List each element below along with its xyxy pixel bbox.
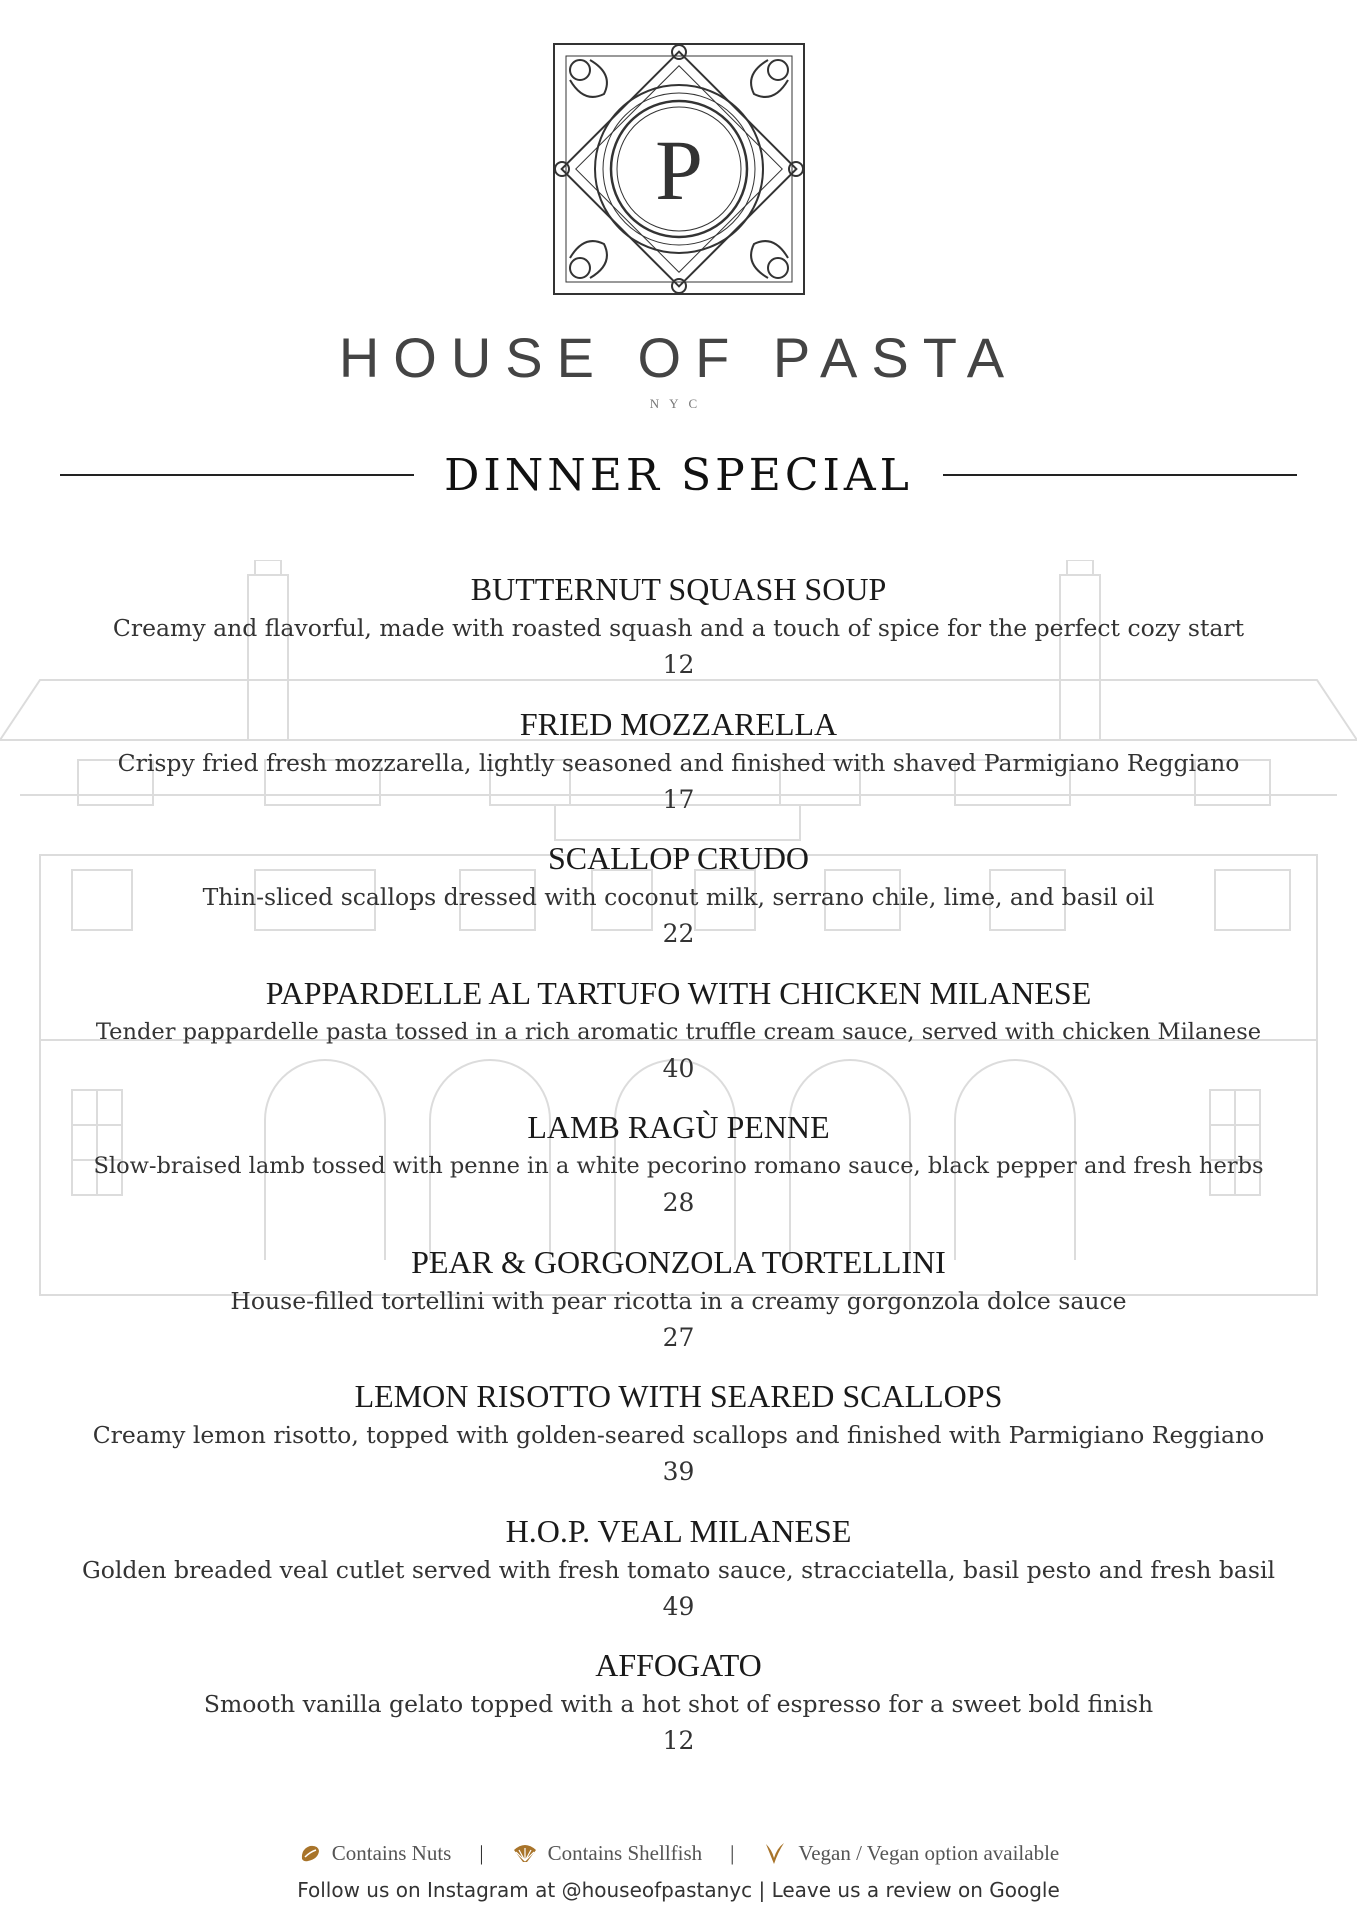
menu-item — [40, 838, 1317, 973]
item-description: Creamy and flavorful, made with roasted squash and a touch of spice for the perfect cozy start — [112, 614, 1245, 642]
item-description: Slow-braised lamb tossed with penne in a white pecorino romano sauce, black pepper and fresh herbs — [93, 1153, 1264, 1179]
legend-vegan-label: Vegan / Vegan option available — [798, 1840, 1060, 1865]
legend-separator: | — [730, 1840, 735, 1865]
item-name: H.O.P. VEAL MILANESE — [505, 1512, 852, 1549]
menu-item — [40, 973, 1317, 1108]
legend-shellfish-label: Contains Shellfish — [547, 1840, 703, 1865]
item-name: PAPPARDELLE AL TARTUFO WITH CHICKEN MILANESE — [265, 974, 1092, 1011]
menu-item — [40, 704, 1317, 839]
item-name: LEMON RISOTTO WITH SEARED SCALLOPS — [354, 1378, 1003, 1414]
item-price: 28 — [662, 1188, 695, 1217]
footer-social: Follow us on Instagram at @houseofpastanyc | Leave us a review on Google — [297, 1878, 1060, 1902]
menu-item — [40, 1511, 1317, 1646]
monogram-letter: P — [654, 122, 703, 218]
item-price: 40 — [662, 1053, 695, 1083]
menu-item — [40, 1242, 1317, 1377]
item-price: 39 — [662, 1457, 695, 1486]
item-price: 17 — [662, 784, 695, 814]
item-price: 12 — [662, 1726, 695, 1755]
item-description: Tender pappardelle pasta tossed in a rich aromatic truffle cream sauce, served with chicken Milanese — [95, 1018, 1262, 1045]
item-description: House-filled tortellini with pear ricotta in a creamy gorgonzola dolce sauce — [230, 1286, 1127, 1315]
item-price: 27 — [662, 1322, 695, 1352]
menu-item — [40, 1107, 1317, 1242]
legend-separator: | — [479, 1840, 484, 1865]
menu-item — [40, 569, 1317, 704]
item-description: Golden breaded veal cutlet served with fresh tomato sauce, stracciatella, basil pesto and fresh basil — [81, 1555, 1276, 1584]
monogram-emblem-icon — [544, 34, 814, 304]
nut-icon — [298, 1841, 322, 1865]
item-price: 22 — [662, 919, 695, 948]
shell-icon — [512, 1842, 538, 1864]
brand-name: HOUSE OF PASTA — [338, 326, 1019, 389]
brand-location: NYC — [649, 396, 708, 411]
item-description: Smooth vanilla gelato topped with a hot shot of espresso for a sweet bold finish — [203, 1690, 1154, 1718]
logo — [0, 34, 1357, 412]
item-price: 12 — [662, 650, 695, 679]
item-description: Thin-sliced scallops dressed with coconut milk, serrano chile, lime, and basil oil — [202, 883, 1155, 911]
menu-item — [40, 1645, 1317, 1780]
item-name: AFFOGATO — [595, 1647, 762, 1683]
item-description: Creamy lemon risotto, topped with golden-seared scallops and finished with Parmigiano Reggiano — [92, 1421, 1265, 1449]
menu-list — [40, 569, 1317, 1780]
header-rule-left — [60, 474, 414, 476]
allergen-legend — [0, 1840, 1357, 1866]
item-price: 49 — [662, 1591, 695, 1621]
leaf-icon — [762, 1840, 788, 1866]
item-description: Crispy fried fresh mozzarella, lightly seasoned and finished with shaved Parmigiano Reggiano — [117, 748, 1240, 777]
header-rule-right — [943, 474, 1297, 476]
section-title: DINNER SPECIAL — [444, 449, 913, 501]
item-name: BUTTERNUT SQUASH SOUP — [470, 571, 887, 607]
menu-item — [40, 1376, 1317, 1511]
section-header — [60, 445, 1297, 505]
item-name: SCALLOP CRUDO — [547, 840, 810, 876]
legend-nuts-label: Contains Nuts — [331, 1840, 452, 1865]
item-name: LAMB RAGÙ PENNE — [527, 1109, 830, 1145]
item-name: PEAR & GORGONZOLA TORTELLINI — [411, 1243, 946, 1280]
item-name: FRIED MOZZARELLA — [519, 705, 838, 742]
